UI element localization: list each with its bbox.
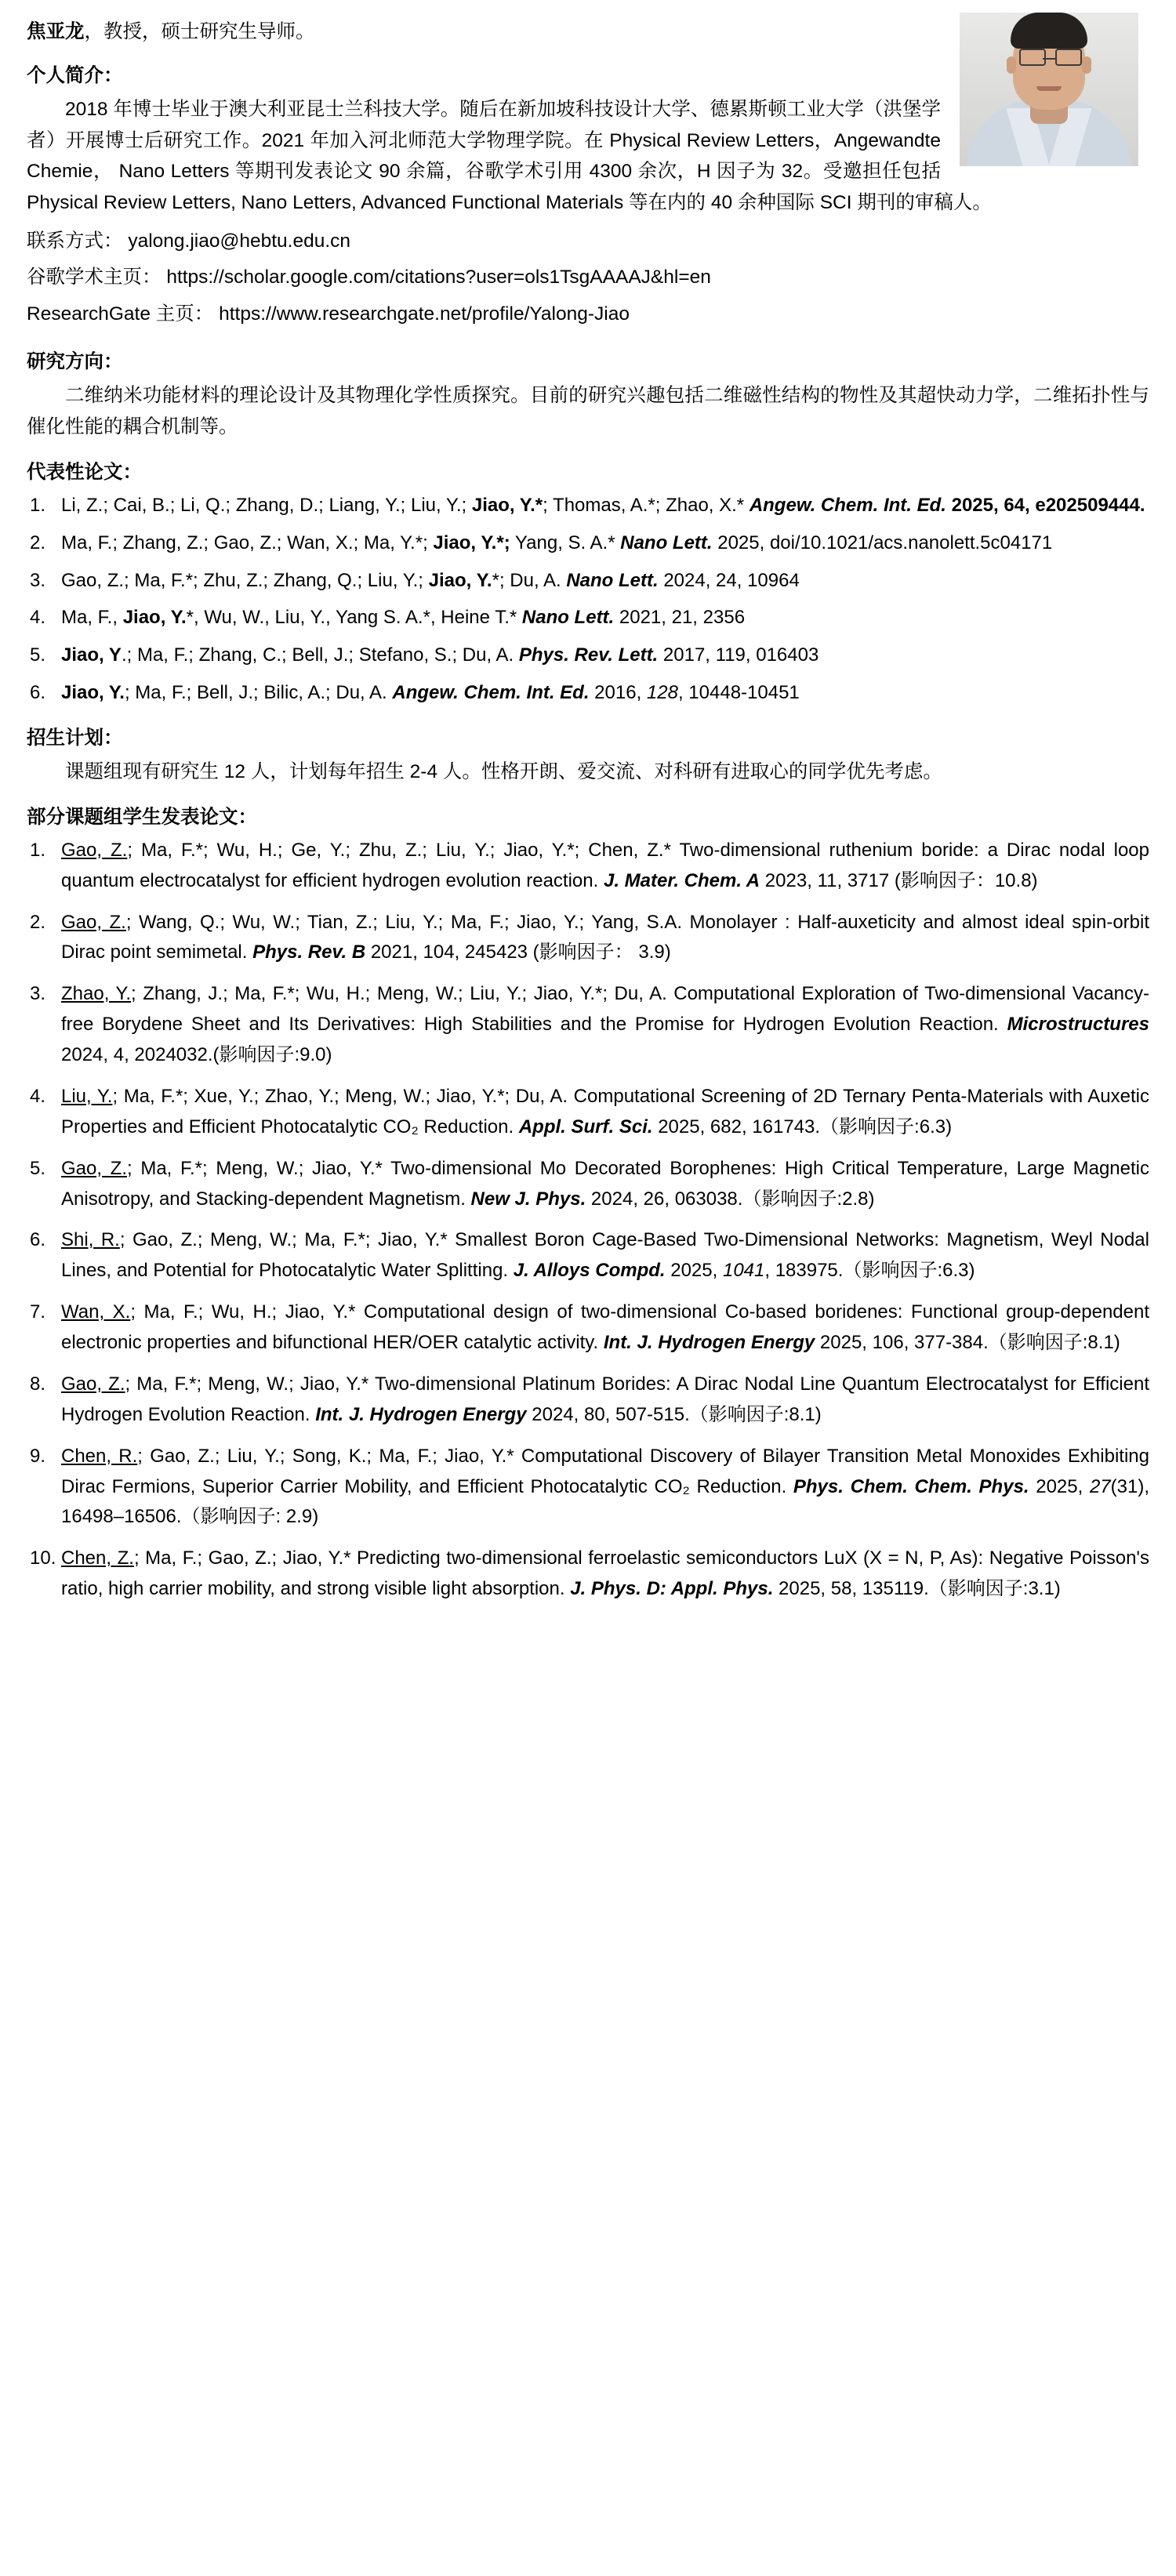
citation-tail: 2017, 119, 016403 [658, 644, 819, 666]
journal-name: J. Mater. Chem. A [603, 869, 760, 891]
citation-year: 2025, [1029, 1475, 1090, 1497]
list-item [27, 640, 1149, 671]
list-item [27, 1225, 1149, 1286]
authors-post: ; Ma, F.; Bell, J.; Bilic, A.; Du, A. [124, 682, 393, 704]
authors-pre: Gao, Z.; Ma, F.*; Zhu, Z.; Zhang, Q.; Liu, Y.; [61, 569, 429, 591]
contact-email[interactable]: yalong.jiao@hebtu.edu.cn [128, 230, 351, 252]
scholar-link[interactable]: https://scholar.google.com/citations?user=ols1TsgAAAAJ&hl=en [166, 267, 711, 288]
author-highlight: Jiao, Y. [61, 682, 125, 704]
citation-tail: , 183975.（影响因子:6.3) [764, 1260, 975, 1282]
representative-paper-list [27, 491, 1149, 709]
portrait-glasses-left [1019, 49, 1046, 66]
portrait-ear-left [1007, 56, 1016, 74]
list-item [27, 491, 1149, 521]
citation-year: 2025, [665, 1260, 723, 1282]
citation-body: ; Ma, F.*; Wu, H.; Ge, Y.; Zhu, Z.; Liu, Y.; Jiao, Y.*; Chen, Z.* Two-dimensional ruthenium boride: a Dirac nodal loop quantum electrocatalyst for efficient hydrogen evolution reaction. [61, 839, 1149, 891]
citation-tail: 2021, 104, 245423 (影响因子： 3.9) [365, 942, 671, 963]
authors-post: .; Ma, F.; Zhang, C.; Bell, J.; Stefano, S.; Du, A. [121, 644, 519, 666]
author-highlight: Jiao, Y. [122, 607, 187, 629]
citation-body: ; Gao, Z.; Liu, Y.; Song, K.; Ma, F.; Jiao, Y.* Computational Discovery of Bilayer Transition Metal Monoxides Exhibiting Dirac Fermions, Superior Carrier Mobility, and Efficient Photocatalytic CO₂ Reduction. [61, 1445, 1149, 1497]
citation-tail: (31), 16498–16506.（影响因子: 2.9) [61, 1475, 1150, 1528]
scholar-label: 谷歌学术主页： [27, 267, 162, 288]
scholar-row [27, 259, 1149, 296]
citation-tail: 2025, 58, 135119.（影响因子:3.1) [773, 1578, 1061, 1600]
section-title-student-papers: 部分课题组学生发表论文： [27, 806, 257, 828]
author-highlight: Jiao, Y.* [471, 494, 543, 516]
list-item [27, 979, 1149, 1071]
citation-body: ; Ma, F.*; Xue, Y.; Zhao, Y.; Meng, W.; Jiao, Y.*; Du, A. Computational Screening of 2D Ternary Penta-Materials with Auxetic Properties and Efficient Photocatalytic CO₂ Reduction. [61, 1085, 1150, 1137]
authors-pre: Li, Z.; Cai, B.; Li, Q.; Zhang, D.; Liang, Y.; Liu, Y.; [61, 494, 472, 516]
author-highlight: Jiao, Y.*; [433, 532, 510, 553]
authors-post: *; Du, A. [492, 569, 567, 591]
portrait-mouth [1036, 86, 1062, 91]
lead-author: Gao, Z. [61, 911, 126, 933]
contact-row [27, 223, 1149, 260]
citation-body: ; Ma, F.; Wu, H.; Jiao, Y.* Computational design of two-dimensional Co-based boridenes: Functional group-dependent electronic properties and bifunctional HER/OER catalytic activity. [61, 1301, 1150, 1354]
citation-tail: 2021, 21, 2356 [614, 607, 746, 629]
journal-name: Phys. Rev. B [252, 942, 366, 963]
citation-volume: 128 [646, 682, 678, 704]
list-item [27, 1442, 1149, 1533]
journal-name: Phys. Chem. Chem. Phys. [793, 1475, 1029, 1497]
journal-name: Int. J. Hydrogen Energy [315, 1403, 527, 1425]
lead-author: Wan, X. [61, 1301, 131, 1323]
researchgate-label: ResearchGate 主页： [27, 303, 214, 325]
student-paper-list [27, 836, 1149, 1605]
citation-tail: 2025, 64, e202509444. [946, 494, 1145, 516]
citation-tail: 2024, 4, 2024032.(影响因子:9.0) [61, 1044, 332, 1066]
citation-volume: 1041 [722, 1260, 765, 1282]
list-item [27, 1297, 1149, 1359]
list-item [27, 1370, 1149, 1431]
journal-name: Phys. Rev. Lett. [518, 644, 659, 666]
citation-tail: 2023, 11, 3717 (影响因子：10.8) [760, 869, 1038, 891]
authors-pre: Ma, F.; Zhang, Z.; Gao, Z.; Wan, X.; Ma, Y.*; [61, 532, 434, 553]
list-item [27, 1544, 1149, 1605]
section-title-research: 研究方向： [27, 351, 123, 373]
list-item [27, 566, 1149, 597]
portrait-glasses-bridge [1043, 58, 1055, 60]
citation-body: ; Ma, F.*; Meng, W.; Jiao, Y.* Two-dimensional Mo Decorated Borophenes: High Critical Temperature, Large Magnetic Anisotropy, and Stacking-dependent Magnetism. [61, 1157, 1149, 1210]
lead-author: Gao, Z. [61, 1373, 125, 1395]
journal-name: J. Phys. D: Appl. Phys. [570, 1578, 774, 1600]
research-paragraph: 二维纳米功能材料的理论设计及其物理化学性质探究。目前的研究兴趣包括二维磁性结构的物性及其超快动力学，二维拓扑性与催化性能的耦合机制等。 [27, 385, 1149, 438]
list-item [27, 678, 1149, 709]
citation-tail: 2025, 106, 377-384.（影响因子:8.1) [815, 1332, 1120, 1354]
citation-tail: 2024, 80, 507-515.（影响因子:8.1) [526, 1403, 822, 1425]
lead-author: Chen, R. [61, 1445, 138, 1467]
authors-pre: Ma, F., [61, 607, 123, 629]
portrait-ear-right [1082, 56, 1091, 74]
citation-body: ; Gao, Z.; Meng, W.; Ma, F.*; Jiao, Y.* Smallest Boron Cage-Based Two-Dimensional Networks: Magnetism, Weyl Nodal Lines, and Potential for Photocatalytic Water Splitting. [61, 1229, 1149, 1282]
list-item [27, 1154, 1149, 1215]
citation-tail: 2024, 26, 063038.（影响因子:2.8) [586, 1188, 875, 1210]
author-highlight: Jiao, Y [61, 644, 122, 666]
researchgate-link[interactable]: https://www.researchgate.net/profile/Yalong-Jiao [219, 303, 630, 325]
citation-year: 2016, [589, 682, 647, 704]
person-name: 焦亚龙 [27, 21, 85, 42]
journal-name: Angew. Chem. Int. Ed. [392, 682, 590, 704]
recruitment-paragraph: 课题组现有研究生 12 人，计划每年招生 2-4 人。性格开朗、爱交流、对科研有进取心的同学优先考虑。 [65, 761, 942, 783]
journal-name: New J. Phys. [470, 1188, 586, 1210]
citation-body: ; Zhang, J.; Ma, F.*; Wu, H.; Meng, W.; Liu, Y.; Jiao, Y.*; Du, A. Computational Exploration of Two-dimensional Vacancy-free Borydene Sheet and Its Derivatives: High Stabilities and the Promise for Hydrogen Evolution Reaction. [61, 983, 1150, 1036]
list-item [27, 603, 1149, 633]
journal-name: Appl. Surf. Sci. [518, 1116, 653, 1137]
citation-body: ; Wang, Q.; Wu, W.; Tian, Z.; Liu, Y.; Ma, F.; Jiao, Y.; Yang, S.A. Monolayer : Half-auxeticity and almost ideal spin-orbit Dirac point semimetal. [61, 911, 1150, 963]
portrait-glasses-right [1055, 49, 1082, 66]
citation-tail: 2024, 24, 10964 [658, 569, 800, 591]
citation-body: ; Ma, F.*; Meng, W.; Jiao, Y.* Two-dimensional Platinum Borides: A Dirac Nodal Line Quantum Electrocatalyst for Efficient Hydrogen Evolution Reaction. [61, 1373, 1149, 1425]
section-title-papers: 代表性论文： [27, 461, 142, 483]
lead-author: Gao, Z. [61, 1157, 128, 1179]
researchgate-row [27, 296, 1149, 333]
journal-name: Nano Lett. [566, 569, 659, 591]
section-title-bio: 个人简介： [27, 65, 123, 87]
lead-author: Chen, Z. [61, 1547, 134, 1569]
authors-post: *, Wu, W., Liu, Y., Yang S. A.*, Heine T.* [186, 607, 522, 629]
journal-name: Microstructures [1007, 1014, 1149, 1036]
citation-tail: 2025, 682, 161743.（影响因子:6.3) [652, 1116, 953, 1137]
list-item [27, 908, 1149, 969]
journal-name: J. Alloys Compd. [513, 1260, 666, 1282]
authors-post: ; Thomas, A.*; Zhao, X.* [543, 494, 750, 516]
portrait-hair [1011, 13, 1087, 49]
journal-name: Nano Lett. [620, 532, 713, 553]
citation-body: ; Ma, F.; Gao, Z.; Jiao, Y.* Predicting two-dimensional ferroelastic semiconductors LuX (X = N, P, As): Negative Poisson's ratio, high carrier mobility, and strong visible light absorption. [61, 1547, 1149, 1600]
list-item [27, 1082, 1149, 1143]
portrait-photo [960, 13, 1138, 166]
list-item [27, 528, 1149, 559]
bio-paragraph: 2018 年博士毕业于澳大利亚昆士兰科技大学。随后在新加坡科技设计大学、德累斯顿工业大学（洪堡学者）开展博士后研究工作。2021 年加入河北师范大学物理学院。在 Physical Review Letters，Angewandte Chemie， Nano Letters 等期刊发表论文 90 余篇，谷歌学术引用 4300 余次，H 因子为 32。受邀担任包括 Physical Review Letters, Nano Letters, Advanced Functional Materials 等在内的 40 余种国际 SCI 期刊的审稿人。 [27, 99, 992, 214]
citation-tail: , 10448-10451 [677, 682, 800, 704]
lead-author: Liu, Y. [61, 1085, 113, 1107]
journal-name: Int. J. Hydrogen Energy [603, 1332, 815, 1354]
author-highlight: Jiao, Y. [428, 569, 492, 591]
authors-post: Yang, S. A.* [510, 532, 621, 553]
journal-name: Angew. Chem. Int. Ed. [749, 494, 946, 516]
citation-tail: 2025, doi/10.1021/acs.nanolett.5c04171 [712, 532, 1053, 553]
section-title-recruitment: 招生计划： [27, 727, 123, 749]
lead-author: Shi, R. [61, 1229, 120, 1251]
citation-volume: 27 [1089, 1475, 1111, 1497]
lead-author: Gao, Z. [61, 839, 128, 861]
lead-author: Zhao, Y. [61, 983, 132, 1005]
journal-name: Nano Lett. [521, 607, 615, 629]
list-item [27, 836, 1149, 897]
contact-label: 联系方式： [27, 230, 123, 252]
person-title: ，教授，硕士研究生导师。 [84, 21, 315, 42]
